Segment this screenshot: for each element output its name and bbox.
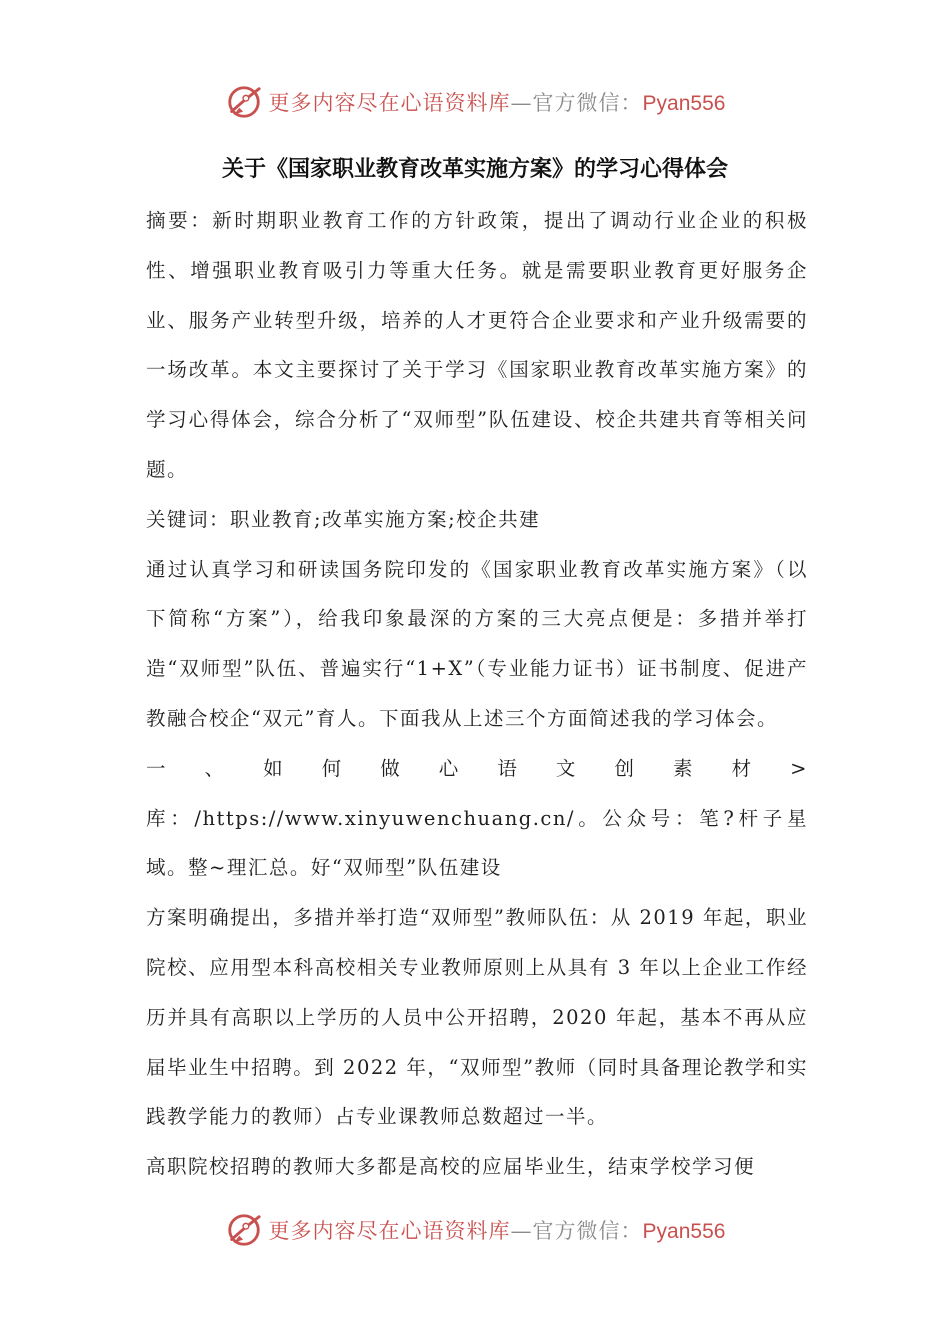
header-sub: 官方微信： [532,91,643,115]
pen-in-circle-logo-icon [225,1211,263,1249]
document-body [146,196,808,1192]
pen-in-circle-logo-icon [225,83,263,121]
abstract-paragraph: 摘要：新时期职业教育工作的方针政策，提出了调动行业企业的积极性、增强职业教育吸引力等重大任务。就是需要职业教育更好服务企业、服务产业转型升级，培养的人才更符合企业要求和产业升级需要的一场改革。本文主要探讨了关于学习《国家职业教育改革实施方案》的学习心得体会，综合分析了“双师型”队伍建设、校企共建共育等相关问题。 [146,209,808,481]
section-heading: 一、如何做心语文创素材>库：/https://www.xinyuwenchuang.cn/。公众号：笔?杆子星域。整~理汇总。好“双师型”队伍建设 [146,756,808,880]
footer-sub: 官方微信： [532,1219,643,1243]
footer-dash: — [510,1219,533,1243]
header-wechat-id: Pyan556 [642,92,726,115]
footer-brand-text [269,1215,726,1245]
footer-wechat-id: Pyan556 [642,1220,726,1243]
header-banner [0,80,950,124]
header-brand: 更多内容尽在心语资料库 [268,91,511,115]
header-dash: — [510,91,533,115]
header-brand-text [269,87,726,117]
keywords-line: 关键词：职业教育;改革实施方案;校企共建 [146,507,541,531]
section-paragraph-1: 方案明确提出，多措并举打造“双师型”教师队伍：从 2019 年起，职业院校、应用型本科高校相关专业教师原则上从具有 3 年以上企业工作经历并具有高职以上学历的人员中公开招聘，2020 年起，基本不再从应届毕业生中招聘。到 2022 年，“双师型”教师（同时具备理论教学和实践教学能力的教师）占专业课教师总数超过一半。 [146,906,808,1129]
footer-brand: 更多内容尽在心语资料库 [268,1219,511,1243]
document-title: 关于《国家职业教育改革实施方案》的学习心得体会 [221,157,728,182]
intro-paragraph: 通过认真学习和研读国务院印发的《国家职业教育改革实施方案》（以下简称“方案”），给我印象最深的方案的三大亮点便是：多措并举打造“双师型”队伍、普遍实行“1+X”（专业能力证书）证书制度、促进产教融合校企“双元”育人。下面我从上述三个方面简述我的学习体会。 [146,557,808,730]
footer-banner [0,1208,950,1252]
section-paragraph-2: 高职院校招聘的教师大多都是高校的应届毕业生，结束学校学习便 [146,1155,756,1179]
